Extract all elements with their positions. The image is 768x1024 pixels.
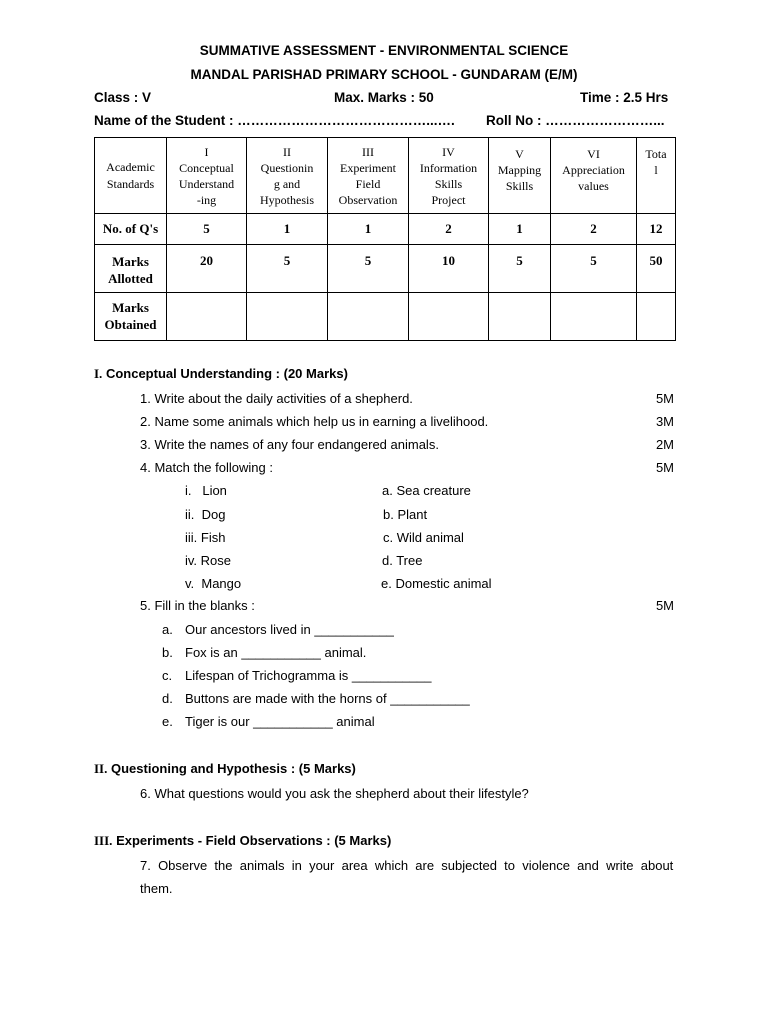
max-marks-label: Max. Marks : 50 — [334, 90, 434, 105]
question-marks: 5M — [655, 391, 674, 406]
table-cell — [489, 292, 551, 340]
header-cell: IV Information Skills Project — [409, 138, 489, 214]
fill-blank-item: Our ancestors lived in ___________ — [185, 622, 394, 637]
fill-letter: a. — [162, 622, 173, 637]
table-cell: 1 — [247, 214, 328, 244]
school-name: MANDAL PARISHAD PRIMARY SCHOOL - GUNDARAM (E/M) — [190, 67, 578, 82]
table-row — [95, 244, 676, 292]
question-text: 5. Fill in the blanks : — [140, 598, 255, 613]
time-label: Time : 2.5 Hrs — [580, 90, 669, 105]
fill-blank-item: Lifespan of Trichogramma is ___________ — [185, 668, 432, 683]
match-right-item: d. Tree — [382, 553, 423, 568]
row-label: Marks Allotted — [95, 244, 167, 292]
question-marks: 5M — [655, 598, 674, 613]
match-left-item: i. Lion — [185, 483, 227, 498]
table-row — [95, 214, 676, 244]
match-right-item: a. Sea creature — [382, 483, 471, 498]
question-text: 6. What questions would you ask the shepherd about their lifestyle? — [140, 786, 529, 801]
question-text: 4. Match the following : — [140, 460, 273, 475]
table-cell: 5 — [551, 244, 637, 292]
question-text: 7. Observe the animals in your area which are subjected to violence and write about — [140, 858, 674, 873]
table-cell: 12 — [637, 214, 676, 244]
table-cell: 1 — [328, 214, 409, 244]
table-cell: 5 — [167, 214, 247, 244]
match-left-item: iv. Rose — [185, 553, 231, 568]
header-cell: III Experiment Field Observation — [328, 138, 409, 214]
question-text-continued: them. — [140, 881, 173, 896]
table-cell — [637, 292, 676, 340]
table-cell — [551, 292, 637, 340]
fill-letter: e. — [162, 714, 173, 729]
header-cell: II Questionin g and Hypothesis — [247, 138, 328, 214]
table-cell — [167, 292, 247, 340]
table-cell: 10 — [409, 244, 489, 292]
table-cell: 2 — [551, 214, 637, 244]
table-cell: 5 — [328, 244, 409, 292]
fill-blank-item: Tiger is our ___________ animal — [185, 714, 375, 729]
question-text: 3. Write the names of any four endangered animals. — [140, 437, 439, 452]
match-left-item: ii. Dog — [185, 507, 226, 522]
match-right-item: c. Wild animal — [383, 530, 464, 545]
marks-distribution-table — [94, 137, 676, 341]
section-heading: II. Questioning and Hypothesis : (5 Marks) — [94, 761, 356, 776]
question-text: 1. Write about the daily activities of a shepherd. — [140, 391, 413, 406]
exam-title: SUMMATIVE ASSESSMENT - ENVIRONMENTAL SCIENCE — [199, 43, 569, 58]
table-header-row — [95, 138, 676, 214]
roll-no-field: Roll No : ……………………... — [486, 113, 665, 128]
match-right-item: e. Domestic animal — [381, 576, 492, 591]
match-right-item: b. Plant — [383, 507, 428, 522]
question-marks: 3M — [655, 414, 674, 429]
header-cell: Tota l — [637, 138, 676, 214]
header-cell: Academic Standards — [95, 138, 167, 214]
section-heading: III. Experiments - Field Observations : (5 Marks) — [94, 833, 392, 848]
fill-letter: d. — [162, 691, 173, 706]
match-left-item: v. Mango — [185, 576, 242, 591]
row-label: Marks Obtained — [95, 292, 167, 340]
row-label: No. of Q's — [95, 214, 167, 244]
header-cell: VI Appreciation values — [551, 138, 637, 214]
table-cell — [328, 292, 409, 340]
section-heading: I. Conceptual Understanding : (20 Marks) — [94, 366, 348, 381]
question-marks: 2M — [655, 437, 674, 452]
question-text: 2. Name some animals which help us in earning a livelihood. — [140, 414, 489, 429]
fill-blank-item: Buttons are made with the horns of ___________ — [185, 691, 470, 706]
fill-letter: b. — [162, 645, 173, 660]
question-marks: 5M — [655, 460, 674, 475]
table-cell: 5 — [247, 244, 328, 292]
table-cell: 5 — [489, 244, 551, 292]
table-cell: 20 — [167, 244, 247, 292]
class-label: Class : V — [94, 90, 152, 105]
header-cell: I Conceptual Understand -ing — [167, 138, 247, 214]
header-cell: V Mapping Skills — [489, 138, 551, 214]
table-row — [95, 292, 676, 340]
match-left-item: iii. Fish — [185, 530, 226, 545]
table-cell: 50 — [637, 244, 676, 292]
table-cell — [409, 292, 489, 340]
table-cell: 1 — [489, 214, 551, 244]
student-name-field: Name of the Student : ……………………………………...…. — [94, 113, 455, 128]
fill-letter: c. — [162, 668, 173, 683]
table-cell — [247, 292, 328, 340]
table-cell: 2 — [409, 214, 489, 244]
fill-blank-item: Fox is an ___________ animal. — [185, 645, 367, 660]
